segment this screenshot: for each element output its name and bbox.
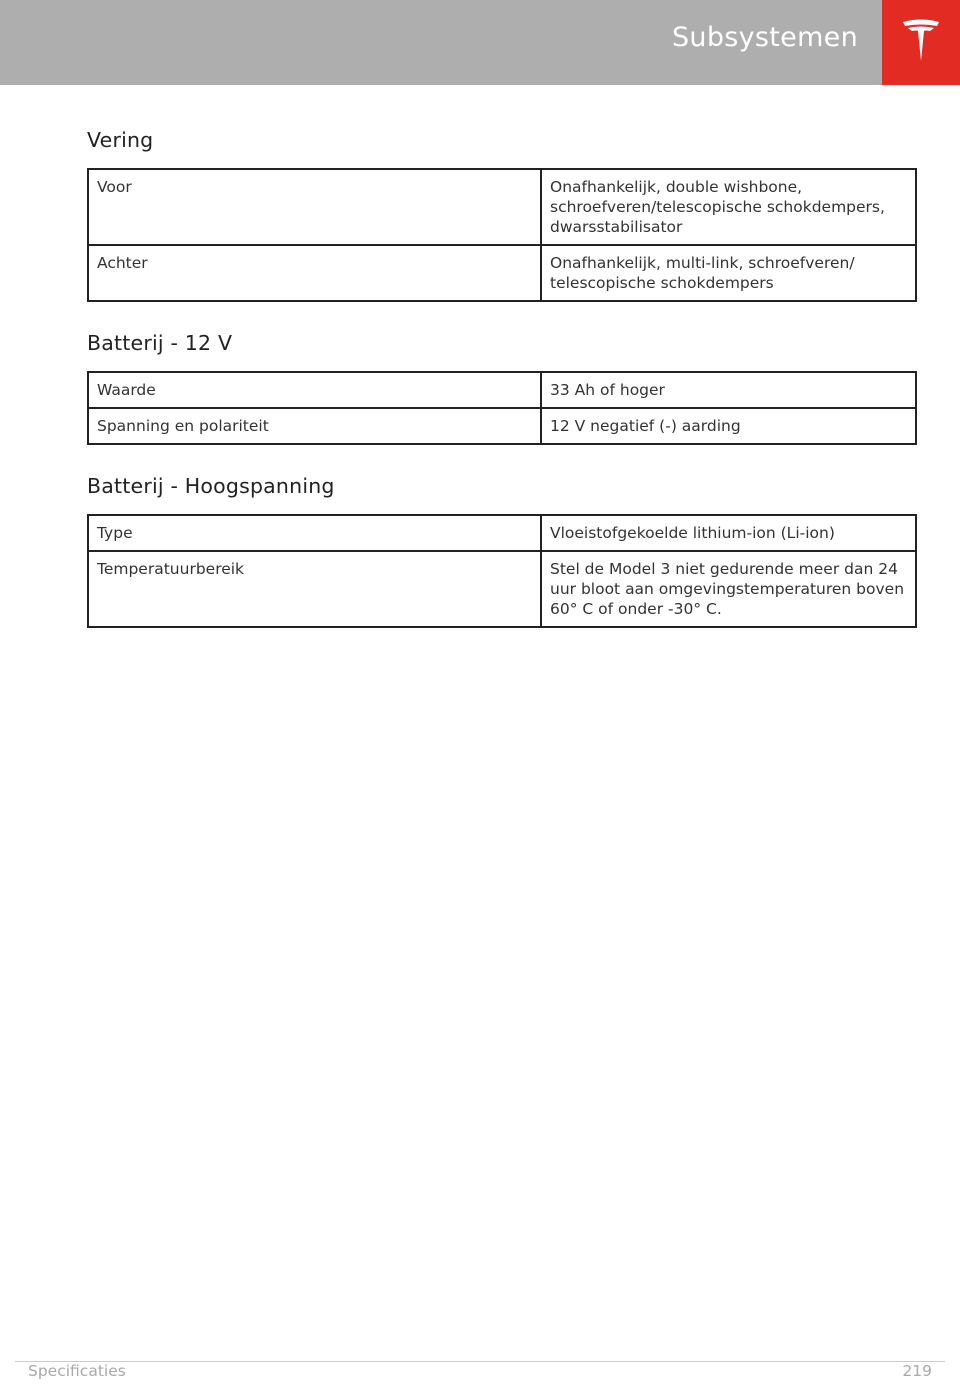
page-header-title: Subsystemen: [671, 22, 858, 53]
tesla-logo-icon: [899, 16, 943, 66]
spec-table-batterij-12v: [87, 371, 917, 445]
content: [87, 128, 917, 628]
footer-section-name: Specificaties: [28, 1362, 126, 1380]
spec-label: Type: [88, 515, 541, 551]
section-title-batterij-hoogspanning: Batterij - Hoogspanning: [87, 474, 335, 498]
page-header: [0, 0, 960, 85]
spec-value: Vloeistofgekoelde lithium-ion (Li-ion): [541, 515, 916, 551]
spec-label: Temperatuurbereik: [88, 551, 541, 627]
table-row: [88, 372, 916, 408]
spec-label: Spanning en polariteit: [88, 408, 541, 444]
table-row: [88, 245, 916, 301]
spec-label: Voor: [88, 169, 541, 245]
spec-value: Stel de Model 3 niet gedurende meer dan 24 uur bloot aan omgevingstemperaturen boven 60° C of onder -30° C.: [541, 551, 916, 627]
footer-page-number: 219: [902, 1362, 932, 1380]
spec-table-batterij-hoogspanning: [87, 514, 917, 628]
table-row: [88, 169, 916, 245]
spec-table-vering: [87, 168, 917, 302]
section-title-batterij-12v: Batterij - 12 V: [87, 331, 233, 355]
footer-divider: [15, 1361, 945, 1362]
brand-logo-box: [882, 0, 960, 85]
spec-label: Waarde: [88, 372, 541, 408]
table-row: [88, 551, 916, 627]
spec-value: Onafhankelijk, multi-link, schroefveren/ telescopische schokdempers: [541, 245, 916, 301]
spec-value: Onafhankelijk, double wishbone, schroefveren/telescopische schokdempers, dwarsstabilisator: [541, 169, 916, 245]
spec-label: Achter: [88, 245, 541, 301]
section-title-vering: Vering: [87, 128, 154, 152]
table-row: [88, 515, 916, 551]
table-row: [88, 408, 916, 444]
spec-value: 12 V negatief (-) aarding: [541, 408, 916, 444]
spec-value: 33 Ah of hoger: [541, 372, 916, 408]
